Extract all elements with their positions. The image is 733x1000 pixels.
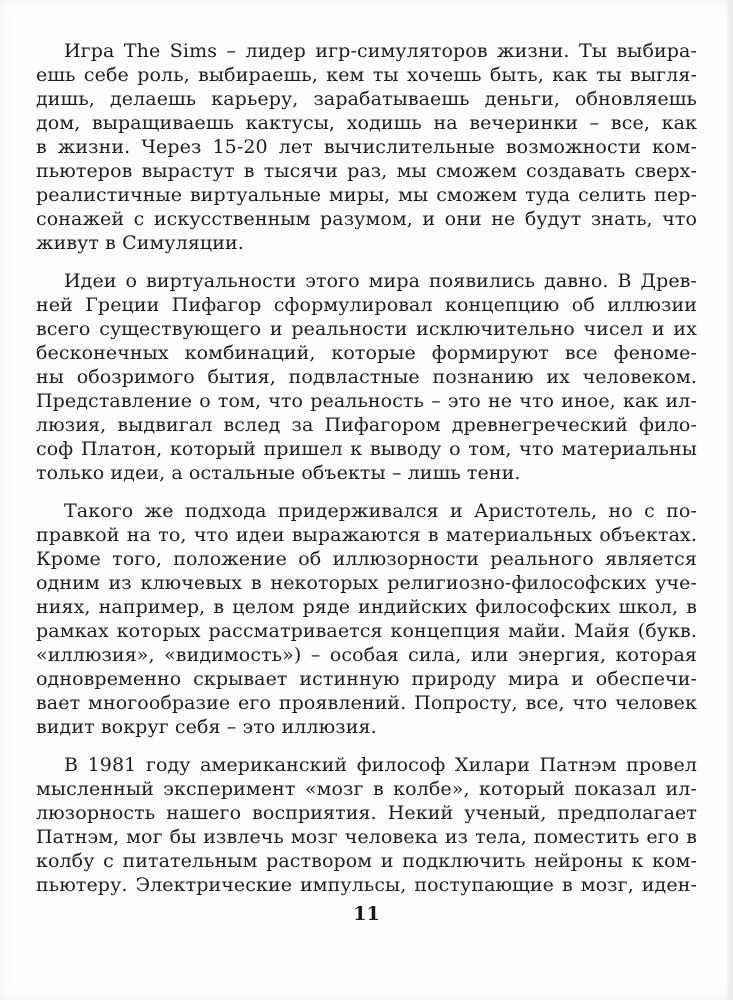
text-line: сонажей с искусственным разумом, и они не будут знать, что <box>36 208 697 230</box>
text-line: Такого же подхода придерживался и Аристотель, но с по- <box>64 500 697 522</box>
text-line: вает многообразие его проявлений. Попросту, все, что человек <box>36 692 697 714</box>
text-line: ниях, например, в целом ряде индийских философских школ, в <box>36 596 697 618</box>
text-line: В 1981 году американский философ Хилари Патнэм провел <box>64 754 697 776</box>
text-line: Идеи о виртуальности этого мира появились давно. В Древ- <box>64 270 697 292</box>
text-line: бесконечных комбинаций, которые формируют все феноме- <box>36 342 697 364</box>
paragraph <box>36 499 697 739</box>
text-line: правкой на то, что идеи выражаются в материальных объектах. <box>36 524 697 546</box>
text-line: в жизни. Через 15-20 лет вычислительные возможности ком- <box>36 136 697 158</box>
paragraph <box>36 39 697 255</box>
text-line: ны обозримого бытия, подвластные познанию их человеком. <box>36 366 697 388</box>
paragraph <box>36 269 697 485</box>
text-line: пьютеров вырастут в тысячи раз, мы сможем создавать сверх- <box>36 160 697 182</box>
text-line: всего существующего и реальности исключительно чисел и их <box>36 318 697 340</box>
text-line: пьютеру. Электрические импульсы, поступающие в мозг, иден- <box>36 874 697 896</box>
text-line: видит вокруг себя – это иллюзия. <box>36 716 377 738</box>
text-line: Игра The Sims – лидер игр-симуляторов жизни. Ты выбира- <box>64 40 697 62</box>
text-line: соф Платон, который пришел к выводу о том, что материальны <box>36 438 697 460</box>
text-line: дом, выращиваешь кактусы, ходишь на вечеринки – все, как <box>36 112 697 134</box>
text-line: дишь, делаешь карьеру, зарабатываешь деньги, обновляешь <box>36 88 697 110</box>
text-line: одним из ключевых в некоторых религиозно-философских уче- <box>36 572 697 594</box>
text-line: Кроме того, положение об иллюзорности реального является <box>36 548 697 570</box>
text-line: ешь себе роль, выбираешь, кем ты хочешь быть, как ты выгля- <box>36 64 697 86</box>
text-line: живут в Симуляции. <box>36 232 244 254</box>
text-line: колбу с питательным раствором и подключить нейроны к ком- <box>36 850 697 872</box>
page-number: 11 <box>353 903 380 925</box>
text-line: реалистичные виртуальные миры, мы сможем туда селить пер- <box>36 184 697 206</box>
text-line: рамках которых рассматривается концепция майи. Майя (букв. <box>36 620 697 642</box>
text-line: люзия, выдвигал вслед за Пифагором древнегреческий фило- <box>36 414 697 436</box>
text-line: одновременно скрывает истинную природу мира и обеспечи- <box>36 668 697 690</box>
text-line: мысленный эксперимент «мозг в колбе», который показал ил- <box>36 778 697 800</box>
text-line: «иллюзия», «видимость») – особая сила, или энергия, которая <box>36 644 697 666</box>
paragraph <box>36 753 697 897</box>
text-line: Представление о том, что реальность – это не что иное, как ил- <box>36 390 697 412</box>
text-line: только идеи, а остальные объекты – лишь тени. <box>36 462 521 484</box>
text-block <box>36 39 697 911</box>
text-line: Патнэм, мог бы извлечь мозг человека из тела, поместить его в <box>36 826 697 848</box>
text-line: люзорность нашего восприятия. Некий ученый, предполагает <box>36 802 697 824</box>
text-line: ней Греции Пифагор сформулировал концепцию об иллюзии <box>36 294 697 316</box>
